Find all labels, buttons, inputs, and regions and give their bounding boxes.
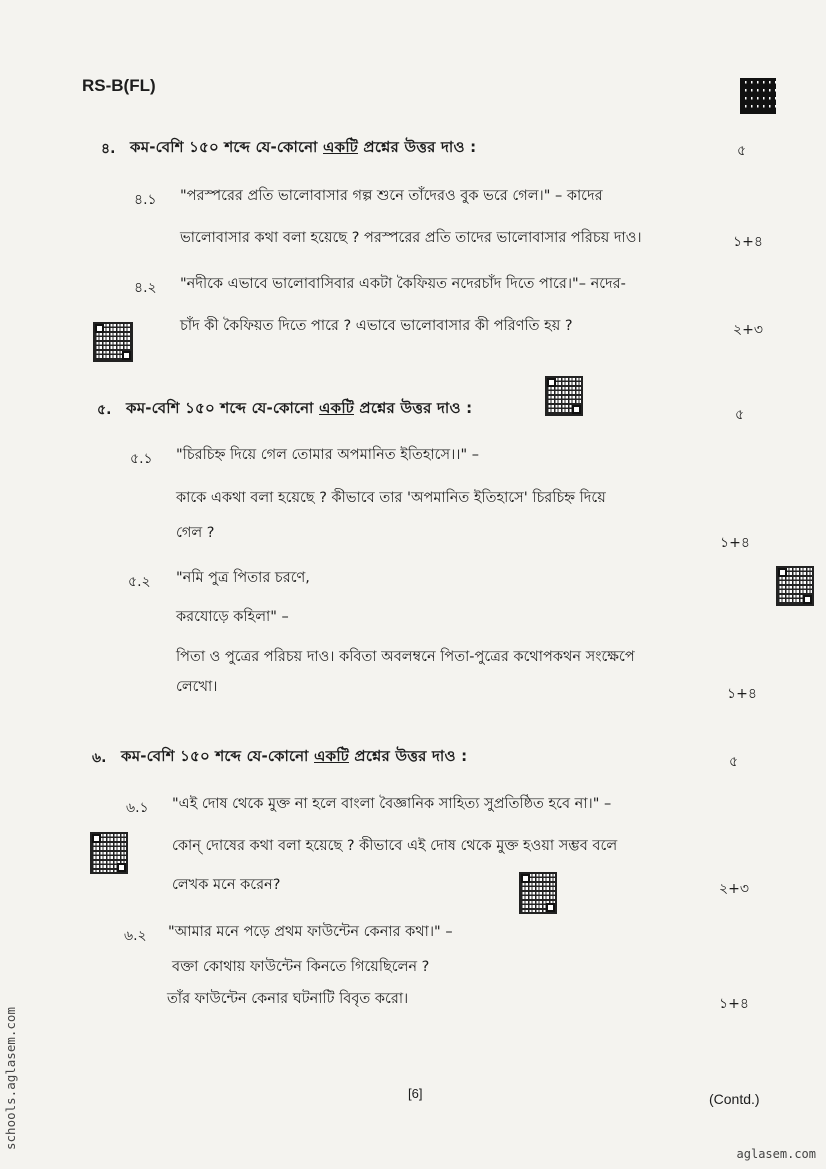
q6-number: ৬. (92, 750, 107, 766)
q4-2-line2: চাঁদ কী কৈফিয়ত দিতে পারে ? এভাবে ভালোবাসার কী পরিণতি হয় ? (180, 318, 573, 334)
q5-instruction-post: প্রশ্নের উত্তর দাও : (354, 399, 473, 417)
q6-instruction-pre: কম-বেশি ১৫০ শব্দে যে-কোনো (121, 747, 315, 765)
q6-2-line3: তাঁর ফাউন্টেন কেনার ঘটনাটি বিবৃত করো। (167, 991, 409, 1007)
q4-1-number: ৪.১ (134, 192, 157, 208)
q6-2-number: ৬.২ (124, 928, 147, 944)
q5-instruction-emphasis: একটি (319, 399, 354, 417)
q6-instruction (121, 745, 467, 770)
bottom-watermark: aglasem.com (736, 1147, 816, 1161)
q4-2-line1: "নদীকে এভাবে ভালোবাসিবার একটা কৈফিয়ত নদেরচাঁদ দিতে পারে।"– নদের- (180, 276, 626, 292)
q4-instruction-post: প্রশ্নের উত্তর দাও : (358, 138, 477, 156)
q4-1-marks: ১+৪ (733, 234, 763, 250)
paper-code: RS-B(FL) (82, 76, 156, 95)
q5-1-marks: ১+৪ (720, 535, 750, 551)
q6-instruction-post: প্রশ্নের উত্তর দাও : (349, 747, 468, 765)
q5-number: ৫. (97, 402, 112, 418)
page-number: [6] (408, 1086, 423, 1101)
q5-1-line3: গেল ? (176, 525, 215, 541)
q4-2-marks: ২+৩ (733, 322, 763, 338)
side-watermark: schools.aglasem.com (3, 1007, 18, 1150)
q4-instruction (130, 136, 476, 161)
q6-1-number: ৬.১ (126, 800, 149, 816)
q6-2-line2: বক্তা কোথায় ফাউন্টেন কিনতে গিয়েছিলেন ? (172, 959, 430, 975)
q5-1-line1: "চিরচিহ্ন দিয়ে গেল তোমার অপমানিত ইতিহাসে।।" – (176, 447, 479, 463)
q4-instruction-emphasis: একটি (323, 138, 358, 156)
qr-code-icon (545, 376, 583, 416)
q5-2-marks: ১+৪ (727, 686, 757, 702)
q6-1-marks: ২+৩ (719, 881, 749, 897)
qr-code-icon (90, 832, 128, 874)
continued-label: (Contd.) (709, 1091, 760, 1107)
q4-instruction-pre: কম-বেশি ১৫০ শব্দে যে-কোনো (130, 138, 324, 156)
q6-2-marks: ১+৪ (719, 996, 749, 1012)
q5-2-line3: পিতা ও পুত্রের পরিচয় দাও। কবিতা অবলম্বনে পিতা-পুত্রের কথোপকথন সংক্ষেপে (176, 649, 635, 665)
q6-instruction-emphasis: একটি (314, 747, 349, 765)
q4-marks: ৫ (737, 143, 747, 159)
q5-2-number: ৫.২ (128, 574, 151, 590)
q6-1-line2: কোন্ দোষের কথা বলা হয়েছে ? কীভাবে এই দোষ থেকে মুক্ত হওয়া সম্ভব বলে (172, 838, 618, 854)
q5-1-number: ৫.১ (130, 451, 153, 467)
q6-1-line1: "এই দোষ থেকে মুক্ত না হলে বাংলা বৈজ্ঞানিক সাহিত্য সুপ্রতিষ্ঠিত হবে না।" – (172, 796, 612, 812)
q5-1-line2: কাকে একথা বলা হয়েছে ? কীভাবে তার 'অপমানিত ইতিহাসে' চিরচিহ্ন দিয়ে (176, 490, 606, 506)
q5-instruction (126, 397, 472, 422)
q6-marks: ৫ (729, 754, 739, 770)
qr-code-icon (776, 566, 814, 606)
q6-1-line3: লেখক মনে করেন? (172, 877, 281, 893)
q5-2-line4: লেখো। (176, 679, 218, 695)
q5-2-line2: করযোড়ে কহিলা" – (176, 609, 289, 625)
q4-1-line2: ভালোবাসার কথা বলা হয়েছে ? পরস্পরের প্রতি তাদের ভালোবাসার পরিচয় দাও। (180, 230, 642, 246)
q6-2-line1: "আমার মনে পড়ে প্রথম ফাউন্টেন কেনার কথা।" – (168, 924, 453, 940)
qr-code-icon (93, 322, 133, 362)
q4-number: ৪. (101, 141, 116, 157)
datamatrix-code-icon (740, 78, 776, 114)
q5-marks: ৫ (735, 407, 745, 423)
q4-2-number: ৪.২ (134, 280, 157, 296)
q5-instruction-pre: কম-বেশি ১৫০ শব্দে যে-কোনো (126, 399, 320, 417)
q5-2-line1: "নমি পুত্র পিতার চরণে, (176, 570, 310, 586)
qr-code-icon (519, 872, 557, 914)
q4-1-line1: "পরস্পরের প্রতি ভালোবাসার গল্প শুনে তাঁদেরও বুক ভরে গেল।" – কাদের (180, 188, 603, 204)
